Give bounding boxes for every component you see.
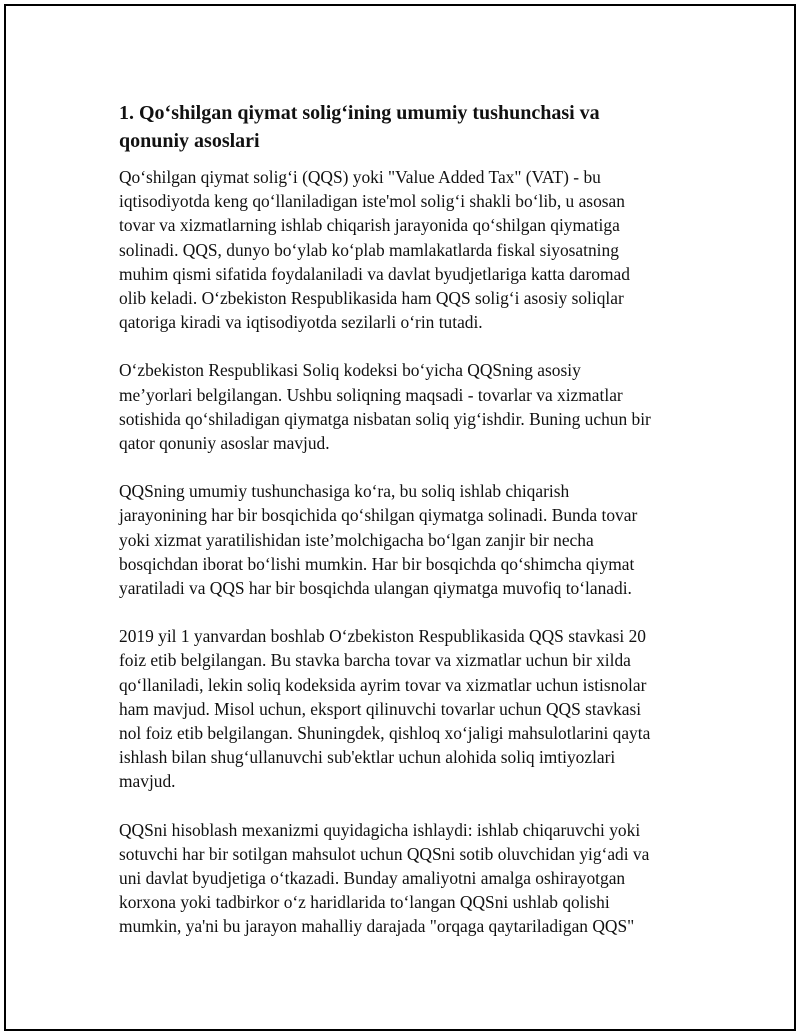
text-line: muhim qismi sifatida foydalaniladi va davlat byudjetlariga katta daromad [119,263,630,284]
text-line: sotuvchi har bir sotilgan mahsulot uchun QQSni sotib oluvchidan yig‘adi va [119,843,650,864]
paragraph-1 [119,165,704,334]
text-line: O‘zbekiston Respublikasi Soliq kodeksi bo‘yicha QQSning asosiy [119,360,581,381]
text-line: solinadi. QQS, dunyo bo‘ylab ko‘plab mamlakatlarda fiskal siyosatning [119,239,619,260]
paragraph-5 [119,818,704,939]
section-heading [119,99,704,155]
text-line: jarayonining har bir bosqichida qo‘shilgan qiymatga solinadi. Bunda tovar [119,505,638,526]
heading-line: qonuniy asoslari [119,130,260,152]
text-line: uni davlat byudjetiga o‘tkazadi. Bunday amaliyotni amalga oshirayotgan [119,868,626,889]
text-line: qatoriga kiradi va iqtisodiyotda sezilarli o‘rin tutadi. [119,312,483,333]
text-line: yaratiladi va QQS har bir bosqichda ulangan qiymatga muvofiq to‘lanadi. [119,578,632,599]
text-line: qo‘llaniladi, lekin soliq kodeksida ayrim tovar va xizmatlar uchun istisnolar [119,674,647,695]
paragraph-4 [119,624,704,793]
text-line: 2019 yil 1 yanvardan boshlab O‘zbekiston Respublikasida QQS stavkasi 20 [119,626,646,647]
text-line: QQSni hisoblash mexanizmi quyidagicha ishlaydi: ishlab chiqaruvchi yoki [119,819,641,840]
text-line: nol foiz etib belgilangan. Shuningdek, qishloq xo‘jaligi mahsulotlarini qayta [119,723,651,744]
text-line: yoki xizmat yaratilishidan iste’molchigacha bo‘lgan zanjir bir necha [119,529,594,550]
text-line: korxona yoki tadbirkor o‘z haridlarida to‘langan QQSni ushlab qolishi [119,892,610,913]
text-line: Qo‘shilgan qiymat solig‘i (QQS) yoki "Value Added Tax" (VAT) - bu [119,167,601,187]
text-line: me’yorlari belgilangan. Ushbu soliqning maqsadi - tovarlar va xizmatlar [119,384,623,405]
text-line: ham mavjud. Misol uchun, eksport qilinuvchi tovarlar uchun QQS stavkasi [119,698,642,719]
text-line: qator qonuniy asoslar mavjud. [119,433,330,454]
text-line: mavjud. [119,771,176,792]
text-line: sotishida qo‘shiladigan qiymatga nisbatan soliq yig‘ishdir. Buning uchun bir [119,408,651,429]
text-line: tovar va xizmatlarning ishlab chiqarish jarayonida qo‘shilgan qiymatiga [119,215,620,236]
heading-line: 1. Qo‘shilgan qiymat solig‘ining umumiy tushunchasi va [119,102,600,124]
text-line: bosqichdan iborat bo‘lishi mumkin. Har bir bosqichda qo‘shimcha qiymat [119,553,635,574]
document-content [119,99,704,963]
text-line: olib keladi. O‘zbekiston Respublikasida ham QQS solig‘i asosiy soliqlar [119,288,624,309]
document-page [4,4,796,1031]
text-line: ishlash bilan shug‘ullanuvchi sub'ektlar uchun alohida soliq imtiyozlari [119,747,616,768]
text-line: iqtisodiyotda keng qo‘llaniladigan iste'mol solig‘i shakli bo‘lib, u asosan [119,191,625,212]
paragraph-3 [119,479,704,600]
text-line: mumkin, ya'ni bu jarayon mahalliy darajada "orqaga qaytariladigan QQS" [119,916,635,937]
text-line: QQSning umumiy tushunchasiga ko‘ra, bu soliq ishlab chiqarish [119,481,570,502]
paragraph-2 [119,358,704,455]
text-line: foiz etib belgilangan. Bu stavka barcha tovar va xizmatlar uchun bir xilda [119,650,631,671]
